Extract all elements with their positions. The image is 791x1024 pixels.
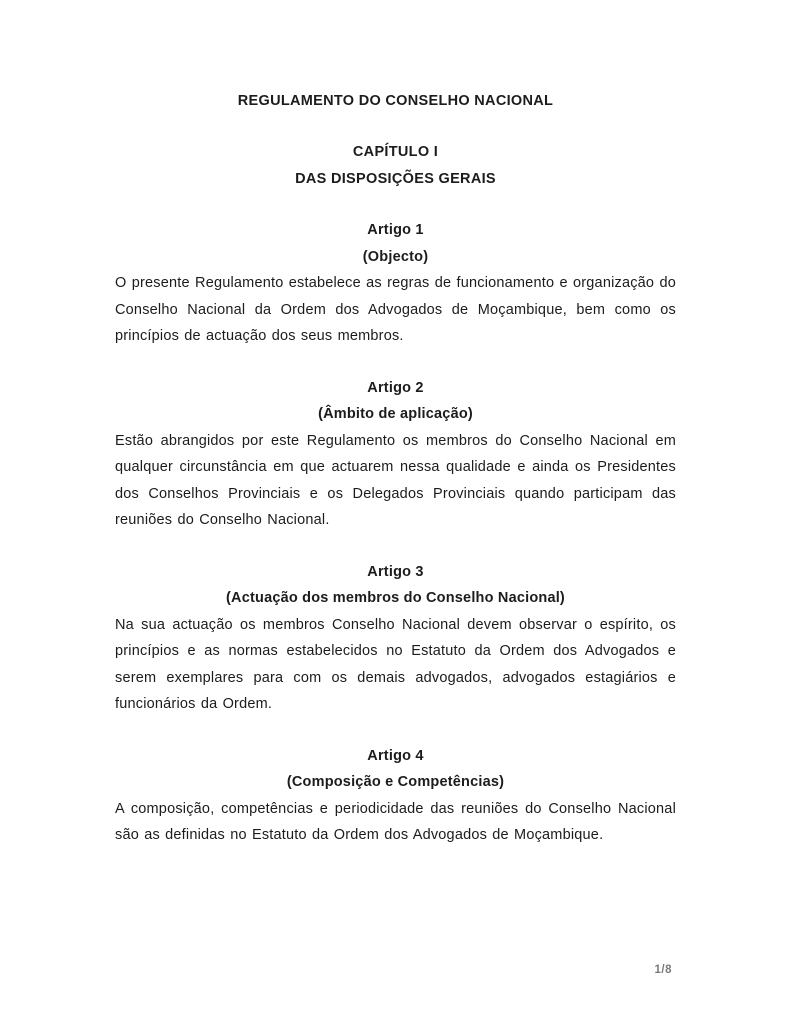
page-number: 1/8 — [654, 964, 672, 976]
article-2 — [115, 375, 676, 534]
chapter-subtitle: DAS DISPOSIÇÕES GERAIS — [295, 170, 496, 187]
article-2-body: Estão abrangidos por este Regulamento os membros do Conselho Nacional em qualquer circunstância em que actuarem nessa qualidade e ainda os Presidentes dos Conselhos Provinciais e os Delegados Provinciais quando participam das reuniões do Conselho Nacional. — [115, 432, 676, 528]
article-1 — [115, 217, 676, 350]
chapter-label: CAPÍTULO I — [352, 144, 439, 160]
chapter-block — [115, 139, 676, 192]
article-2-heading: Artigo 2 — [367, 379, 424, 396]
article-4-body: A composição, competências e periodicidade das reuniões do Conselho Nacional são as definidas no Estatuto da Ordem dos Advogados de Moçambique. — [115, 800, 676, 843]
article-4-heading: Artigo 4 — [367, 747, 424, 764]
article-3 — [115, 559, 676, 718]
article-2-subtitle: (Âmbito de aplicação) — [318, 406, 473, 422]
article-1-body: O presente Regulamento estabelece as regras de funcionamento e organização do Conselho Nacional da Ordem dos Advogados de Moçambique, bem como os princípios de actuação dos seus membros. — [115, 275, 676, 344]
article-4 — [115, 743, 676, 849]
article-3-body: Na sua actuação os membros Conselho Nacional devem observar o espírito, os princípios e as normas estabelecidos no Estatuto da Ordem dos Advogados e serem exemplares para com os demais advogados, advogados estagiários e funcionários da Ordem. — [115, 616, 676, 712]
article-1-subtitle: (Objecto) — [362, 248, 429, 265]
article-1-heading: Artigo 1 — [367, 222, 424, 238]
article-3-heading: Artigo 3 — [367, 563, 424, 580]
article-3-subtitle: (Actuação dos membros do Conselho Nacional) — [226, 590, 565, 606]
article-4-subtitle: (Composição e Competências) — [286, 774, 505, 790]
document-title: REGULAMENTO DO CONSELHO NACIONAL — [237, 93, 554, 109]
